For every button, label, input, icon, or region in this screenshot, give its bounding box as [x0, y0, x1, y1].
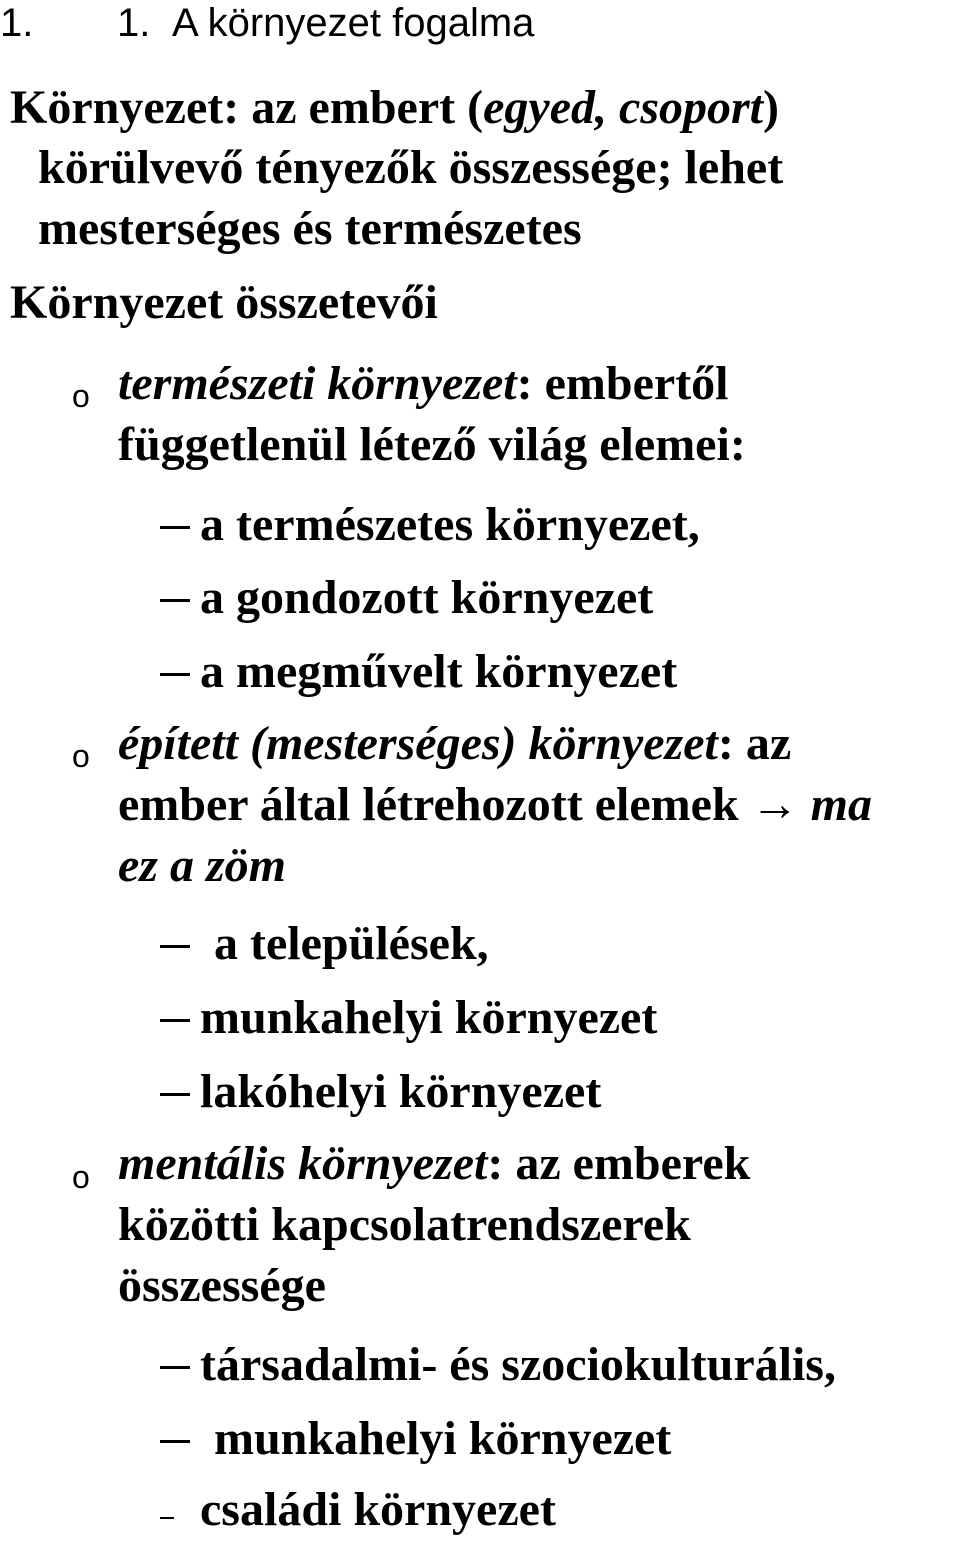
section-2-item-1: a települések, — [214, 917, 489, 970]
section-3-line-3: összessége — [118, 1259, 326, 1312]
bullet-icon: o — [72, 738, 90, 774]
heading-number-inner: 1. — [117, 1, 151, 45]
section-3-desc-1: : az emberek — [487, 1137, 751, 1190]
section-1-term: természeti környezet — [118, 357, 517, 410]
section-3-line-2: közötti kapcsolatrendszerek — [118, 1198, 691, 1251]
definition-line-1 — [10, 80, 779, 136]
heading-title: A környezet fogalma — [172, 1, 535, 45]
dash-icon — [160, 673, 190, 676]
definition-italic: egyed, csoport — [483, 81, 764, 134]
definition-close: ) — [763, 81, 779, 134]
dash-icon — [160, 526, 190, 529]
dash-icon — [160, 945, 190, 948]
section-1-line-1 — [118, 356, 729, 412]
section-2-desc-2a: ember által létrehozott elemek — [118, 778, 739, 831]
section-1-desc-1: : embertől — [516, 357, 729, 410]
definition-line-2: körülvevő tényezők összessége; lehet — [38, 141, 784, 194]
dash-icon — [160, 599, 190, 602]
dash-icon — [160, 1440, 190, 1443]
section-2-item-3: lakóhelyi környezet — [200, 1065, 602, 1118]
section-2-term: épített (mesterséges) környezet — [118, 717, 718, 770]
section-1-item-1: a természetes környezet, — [200, 498, 700, 551]
section-1-item-3: a megművelt környezet — [200, 645, 678, 698]
dash-icon — [160, 1093, 190, 1096]
bullet-icon: o — [72, 1159, 90, 1195]
section-3-term: mentális környezet — [118, 1137, 488, 1190]
dash-icon — [160, 1366, 190, 1369]
definition-label: Környezet: az embert ( — [10, 81, 484, 134]
components-title: Környezet összetevői — [10, 276, 438, 329]
dash-icon — [160, 1019, 190, 1022]
section-2-desc-1: : az — [717, 717, 792, 770]
heading-number-outer: 1. — [0, 1, 34, 45]
section-3-item-1: társadalmi- és szociokulturális, — [200, 1338, 836, 1391]
section-2-line-3: ez a zöm — [118, 839, 286, 892]
bullet-icon: o — [72, 378, 90, 414]
arrow-icon: → — [750, 778, 799, 831]
dash-icon — [160, 1517, 174, 1519]
section-3-item-2: munkahelyi környezet — [214, 1412, 672, 1465]
section-3-line-1 — [118, 1136, 750, 1192]
section-1-line-2: függetlenül létező világ elemei: — [118, 418, 746, 471]
section-2-item-2: munkahelyi környezet — [200, 991, 658, 1044]
definition-line-3: mesterséges és természetes — [38, 202, 582, 255]
section-2-desc-2b: ma — [810, 778, 872, 831]
section-2-line-1 — [118, 716, 791, 772]
section-2-line-2 — [118, 777, 872, 833]
section-3-item-3: családi környezet — [200, 1483, 556, 1536]
section-1-item-2: a gondozott környezet — [200, 571, 654, 624]
